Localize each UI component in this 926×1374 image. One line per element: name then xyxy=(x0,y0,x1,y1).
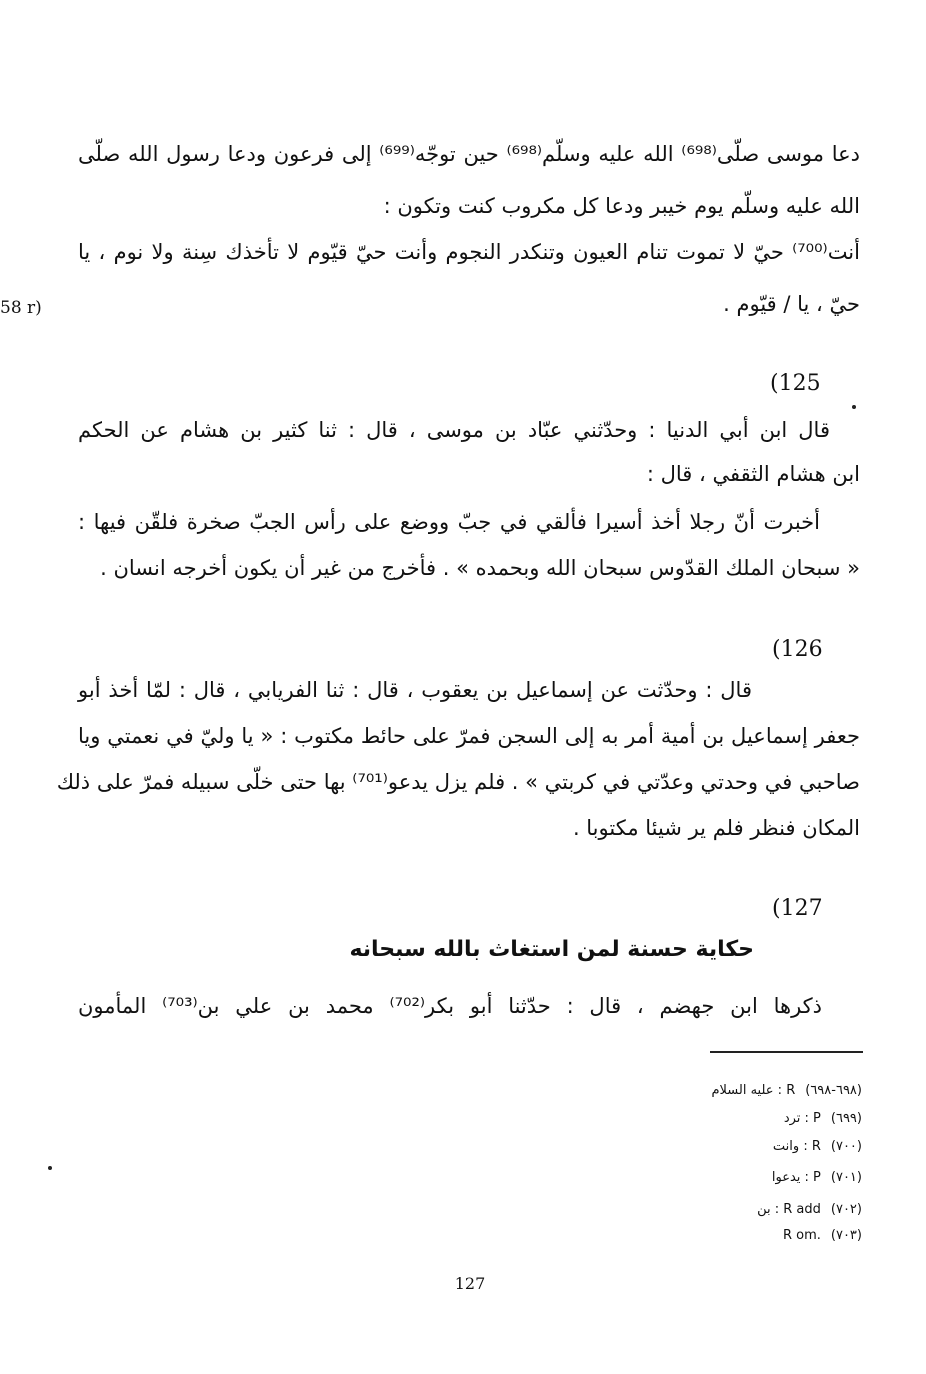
footnote-text: عليه السلام : R xyxy=(711,1083,796,1098)
section-number: (126 xyxy=(772,637,823,662)
footnote-text: بن : R add xyxy=(757,1202,821,1217)
footnote-text: يدعوا : P xyxy=(771,1170,821,1185)
text-line: دعا موسى صلّى⁽⁶⁹⁸⁾ الله عليه وسلّم⁽⁶⁹⁸⁾ حين توجّه⁽⁶⁹⁹⁾ إلى فرعون ودعا رسول الله صلّى xyxy=(78,142,860,166)
margin-dot xyxy=(48,1166,52,1170)
text-line: قال : وحدّثت عن إسماعيل بن يعقوب ، قال : ثنا الفريابي ، قال : لمّا أخذ أبو xyxy=(78,678,752,702)
footnote-number: (٧٠٠) xyxy=(830,1139,862,1154)
page-number: 127 xyxy=(454,1274,486,1293)
footnote-number: (٦٩٩) xyxy=(830,1111,862,1126)
footnote xyxy=(542,1139,862,1154)
text-line: ذكرها ابن جهضم ، قال : حدّثنا أبو بكر⁽⁷⁰²⁾ محمد بن علي بن⁽⁷⁰³⁾ المأمون xyxy=(78,994,823,1018)
margin-dot xyxy=(852,405,856,409)
footnote-rule xyxy=(710,1051,863,1053)
text-line: أخبرت أنّ رجلا أخذ أسيرا فألقي في جبّ ووضع على رأس الجبّ صخرة فلقّن فيها : xyxy=(78,510,820,534)
footnote-number: (٦٩٨-٦٩٨) xyxy=(805,1083,862,1098)
footnote-text: وانت : R xyxy=(772,1139,821,1154)
footnote xyxy=(542,1083,862,1098)
footnote xyxy=(542,1228,862,1243)
text-line: حيّ ، يا / قيّوم . xyxy=(723,292,860,316)
text-line: صاحبي في وحدتي وعدّتي في كربتي » . فلم يزل يدعو⁽⁷⁰¹⁾ بها حتى خلّى سبيله فمرّ على ذلك xyxy=(56,770,860,794)
text-line: جعفر إسماعيل بن أمية أمر به إلى السجن فمرّ على حائط مكتوب : « يا وليّ في نعمتي ويا xyxy=(78,724,860,748)
text-line: الله عليه وسلّم يوم خيبر ودعا كل مكروب كنت وتكون : xyxy=(383,194,860,218)
section-number: (127 xyxy=(772,896,823,921)
text-line: أنت⁽⁷⁰⁰⁾ حيّ لا تموت تنام العيون وتنكدر النجوم وأنت حيّ قيّوم لا تأخذك سِنة ولا نوم ، يا xyxy=(78,240,860,264)
footnote-number: (٧٠١) xyxy=(830,1170,862,1185)
footnote-number: (٧٠٢) xyxy=(830,1202,862,1217)
footnote xyxy=(542,1111,862,1126)
section-heading: حكاية حسنة لمن استغاث بالله سبحانه xyxy=(349,937,754,962)
footnote-number: (٧٠٣) xyxy=(830,1228,862,1243)
footnote xyxy=(542,1202,862,1217)
footnote xyxy=(542,1170,862,1185)
text-line: « سبحان الملك القدّوس سبحان الله وبحمده » . فأخرج من غير أن يكون أخرجه انسان . xyxy=(100,556,860,580)
margin-note: 58 r) xyxy=(0,298,42,318)
text-line: المكان فنظر فلم ير شيئا مكتوبا . xyxy=(572,816,860,840)
footnote-text: ترد : P xyxy=(783,1111,821,1126)
footnote-text: R om. xyxy=(782,1228,821,1243)
text-line: قال ابن أبي الدنيا : وحدّثني عبّاد بن موسى ، قال : ثنا كثير بن هشام عن الحكم xyxy=(78,418,830,442)
section-number: (125 xyxy=(770,371,821,396)
text-line: ابن هشام الثقفي ، قال : xyxy=(646,462,860,486)
